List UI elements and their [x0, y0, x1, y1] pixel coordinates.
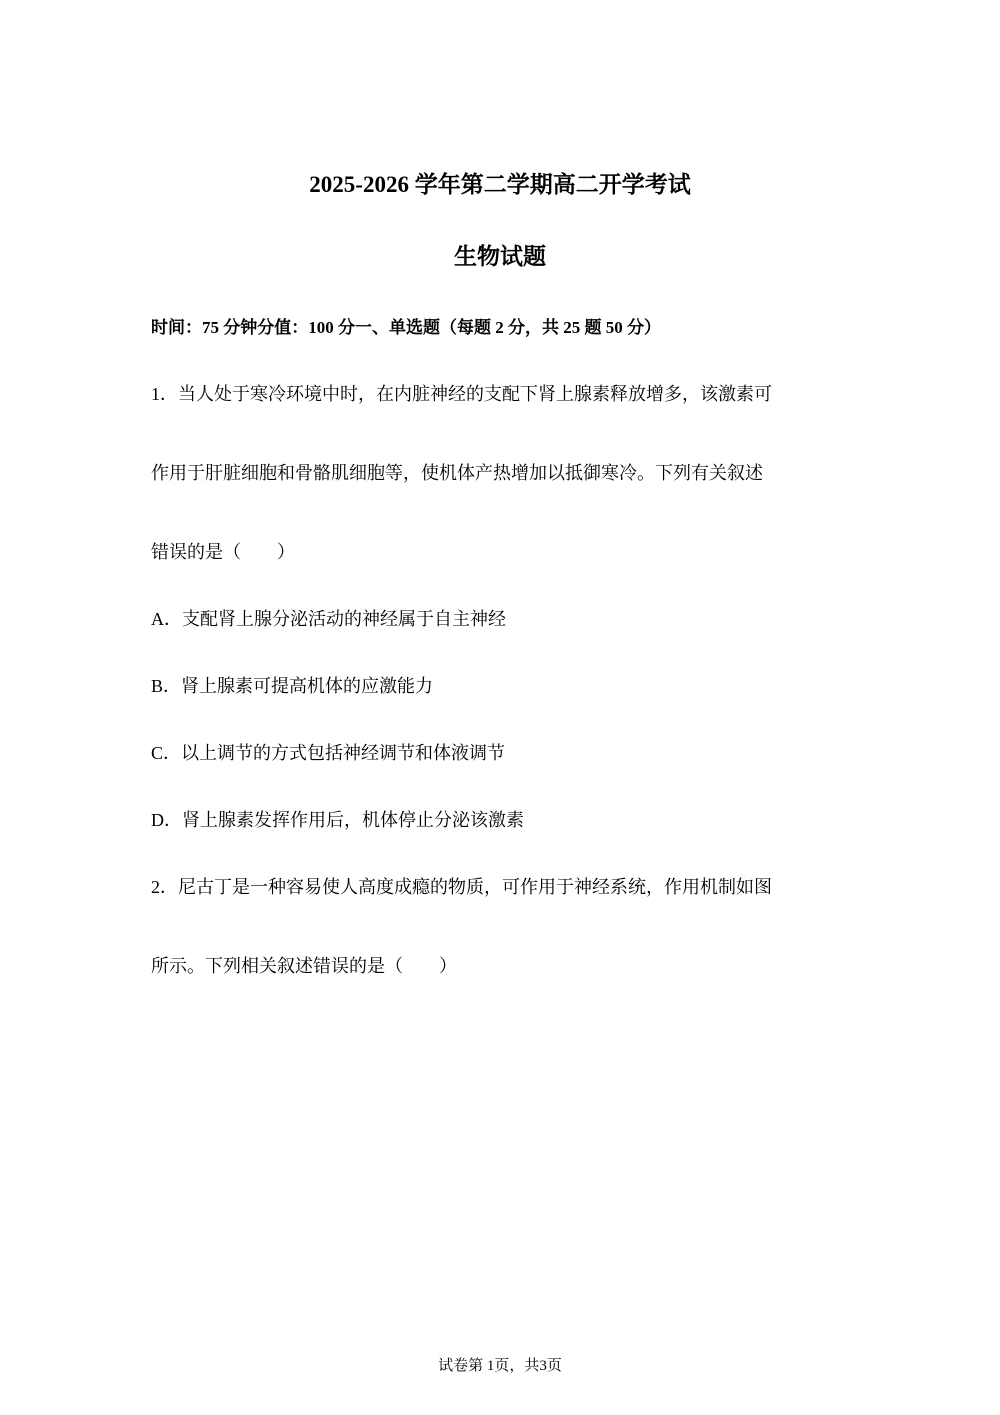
question-1-stem-line-2: 作用于肝脏细胞和骨骼肌细胞等，使机体产热增加以抵御寒冷。下列有关叙述 [151, 463, 763, 483]
exam-subtitle: 生物试题 [454, 244, 546, 269]
question-1-option-d: D．肾上腺素发挥作用后，机体停止分泌该激素 [151, 810, 524, 830]
question-1-option-b: B．肾上腺素可提高机体的应激能力 [151, 676, 434, 696]
question-1-option-a: A．支配肾上腺分泌活动的神经属于自主神经 [151, 609, 506, 629]
question-2-stem-line-2: 所示。下列相关叙述错误的是（ ） [151, 956, 457, 976]
question-1-option-c: C．以上调节的方式包括神经调节和体液调节 [151, 743, 506, 763]
question-2-stem-line-1: 2．尼古丁是一种容易使人高度成瘾的物质，可作用于神经系统，作用机制如图 [151, 877, 772, 897]
page-footer: 试卷第 1页，共3页 [438, 1358, 562, 1374]
question-1-stem-line-3: 错误的是（ ） [151, 542, 295, 562]
exam-title: 2025-2026 学年第二学期高二开学考试 [309, 172, 691, 197]
exam-meta-info: 时间：75 分钟分值：100 分一、单选题（每题 2 分，共 25 题 50 分） [151, 318, 661, 337]
question-1-stem-line-1: 1．当人处于寒冷环境中时，在内脏神经的支配下肾上腺素释放增多，该激素可 [151, 384, 772, 404]
